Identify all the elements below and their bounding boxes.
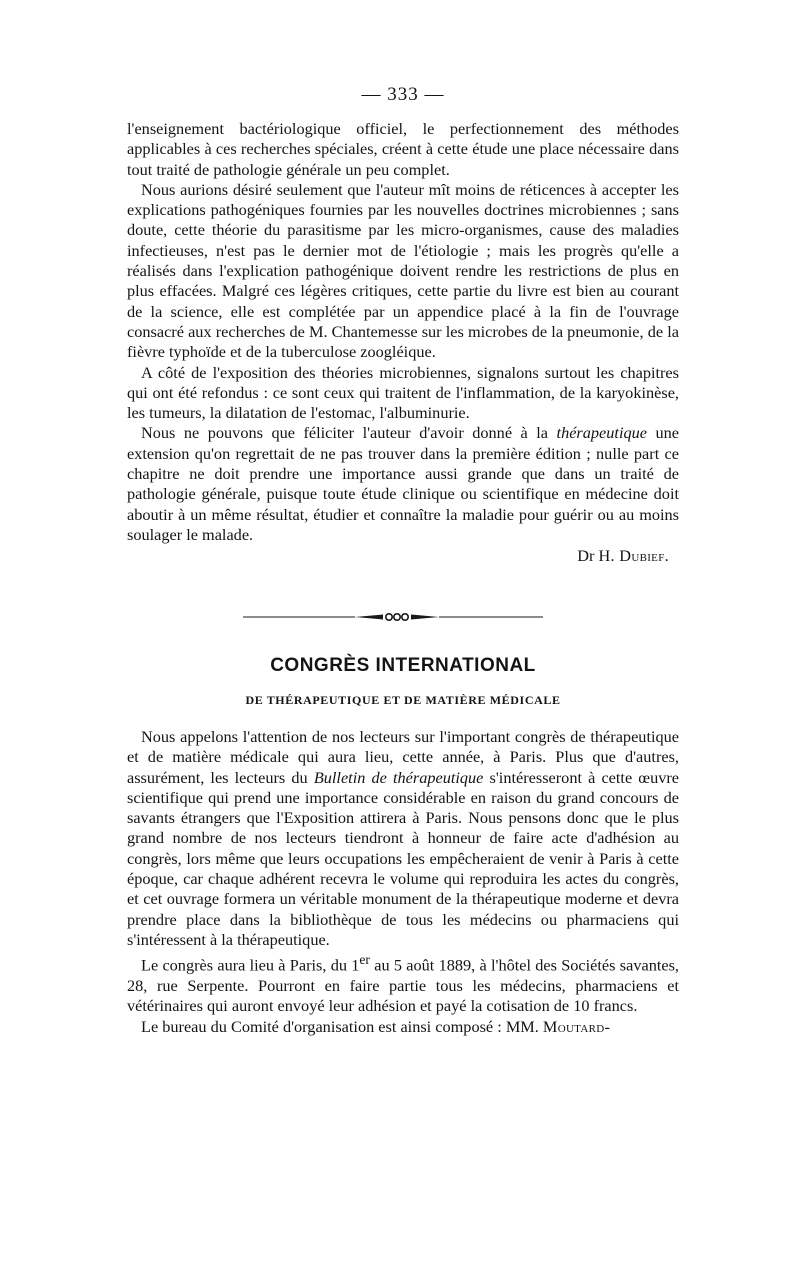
paragraph-2: Nous aurions désiré seulement que l'auteur mît moins de réticences à accepter les explications pathogéniques fournies par les nouvelles doctrines microbiennes ; sans doute, cette théorie du parasitisme par les micro-organismes, cause des maladies infectieuses, n'est pas le dernier mot de l'étiologie ; mais les progrès qu'elle a réalisés dans l'explication pathogénique doivent rendre les restrictions de plus en plus effacées. Malgré ces légères critiques, cette partie du livre est bien au courant de la science, elle est complétée par un appendice placé à la fin de l'ouvrage consacré aux recherches de M. Chantemesse sur les microbes de la pneumonie, de la fièvre typhoïde et de la tuberculose zoogléique. <box>127 179 679 362</box>
congress-paragraph-2 <box>127 950 679 1016</box>
divider-ornament-icon <box>243 610 543 624</box>
review-section <box>127 119 679 567</box>
congress-paragraph-3-text-a: Le bureau du Comité d'organisation est ainsi composé : MM. <box>141 1016 543 1036</box>
congress-paragraph-1-text-b: s'intéresseront à cette œuvre scientifique qui prend une importance considérable en raison du grand concours de savants étrangers que l'Exposition attirera à Paris. Nous pensons donc que le plus grand nombre de nos lecteurs tiendront à honneur de faire acte d'adhésion au congrès, lors même que leurs occupations les empêcheraient de venir à Paris à cette époque, car chaque adhérent recevra le volume qui reproduira les actes du congrès, et cet ouvrage formera un véritable monument de la thérapeutique moderne et devra prendre place dans la bibliothèque de tous les médecins ou pharmaciens qui s'intéressent à la thérapeutique. <box>127 767 679 949</box>
congress-paragraph-1 <box>127 727 679 950</box>
paragraph-4-italic: thérapeutique <box>556 423 647 443</box>
section-heading: CONGRÈS INTERNATIONAL <box>270 655 536 676</box>
paragraph-4-text-a: Nous ne pouvons que féliciter l'auteur d'avoir donné à la <box>141 423 557 443</box>
signature-title: Dr <box>577 546 595 566</box>
congress-paragraph-1-text-a: Nous appelons l'attention de nos lecteurs sur l'important congrès de thérapeutique et de matière médicale qui aura lieu, cette année, à Paris. Plus que d'autres, assurément, les lecteurs du <box>127 727 679 787</box>
congress-paragraph-2-text-b: au 5 août 1889, à l'hôtel des Sociétés savantes, 28, rue Serpente. Pourront en faire partie tous les médecins, pharmaciens et vétérinaires qui auront envoyé leur adhésion et payé la cotisation de 10 francs. <box>127 955 679 1016</box>
congress-paragraph-3 <box>127 1017 679 1037</box>
paragraph-3: A côté de l'exposition des théories microbiennes, signalons surtout les chapitres qui ont été refondus : ce sont ceux qui traitent de l'inflammation, de la karyokinèse, les tumeurs, la dilatation de l'estomac, l'albuminurie. <box>127 362 679 423</box>
paragraph-4-text-b: une extension qu'on regrettait de ne pas trouver dans la première édition ; nulle part ce chapitre ne doit prendre une importance aussi grande que dans un traité de pathologie générale, puisque toute étude clinique ou scientifique en médecine doit aboutir à un même résultat, étudier et connaître la maladie pour guérir ou au moins soulager le malade. <box>127 423 679 544</box>
congress-section <box>127 727 679 1037</box>
page-number: — 333 — <box>361 84 445 105</box>
committee-name: Moutard- <box>542 1016 611 1036</box>
signature-name: H. Dubief. <box>598 546 669 566</box>
ordinal-superscript: er <box>359 952 370 968</box>
signature <box>127 546 679 566</box>
paragraph-4 <box>127 423 679 545</box>
bulletin-title: Bulletin de thérapeutique <box>313 767 484 787</box>
congress-paragraph-2-text-a: Le congrès aura lieu à Paris, du 1 <box>141 955 360 975</box>
section-divider <box>243 610 543 624</box>
section-subheading: DE THÉRAPEUTIQUE ET DE MATIÈRE MÉDICALE <box>245 693 561 707</box>
paragraph-1: l'enseignement bactériologique officiel, le perfectionnement des méthodes applicables à ces recherches spéciales, créent à cette étude une place nécessaire dans tout traité de pathologie générale un peu complet. <box>127 119 679 179</box>
